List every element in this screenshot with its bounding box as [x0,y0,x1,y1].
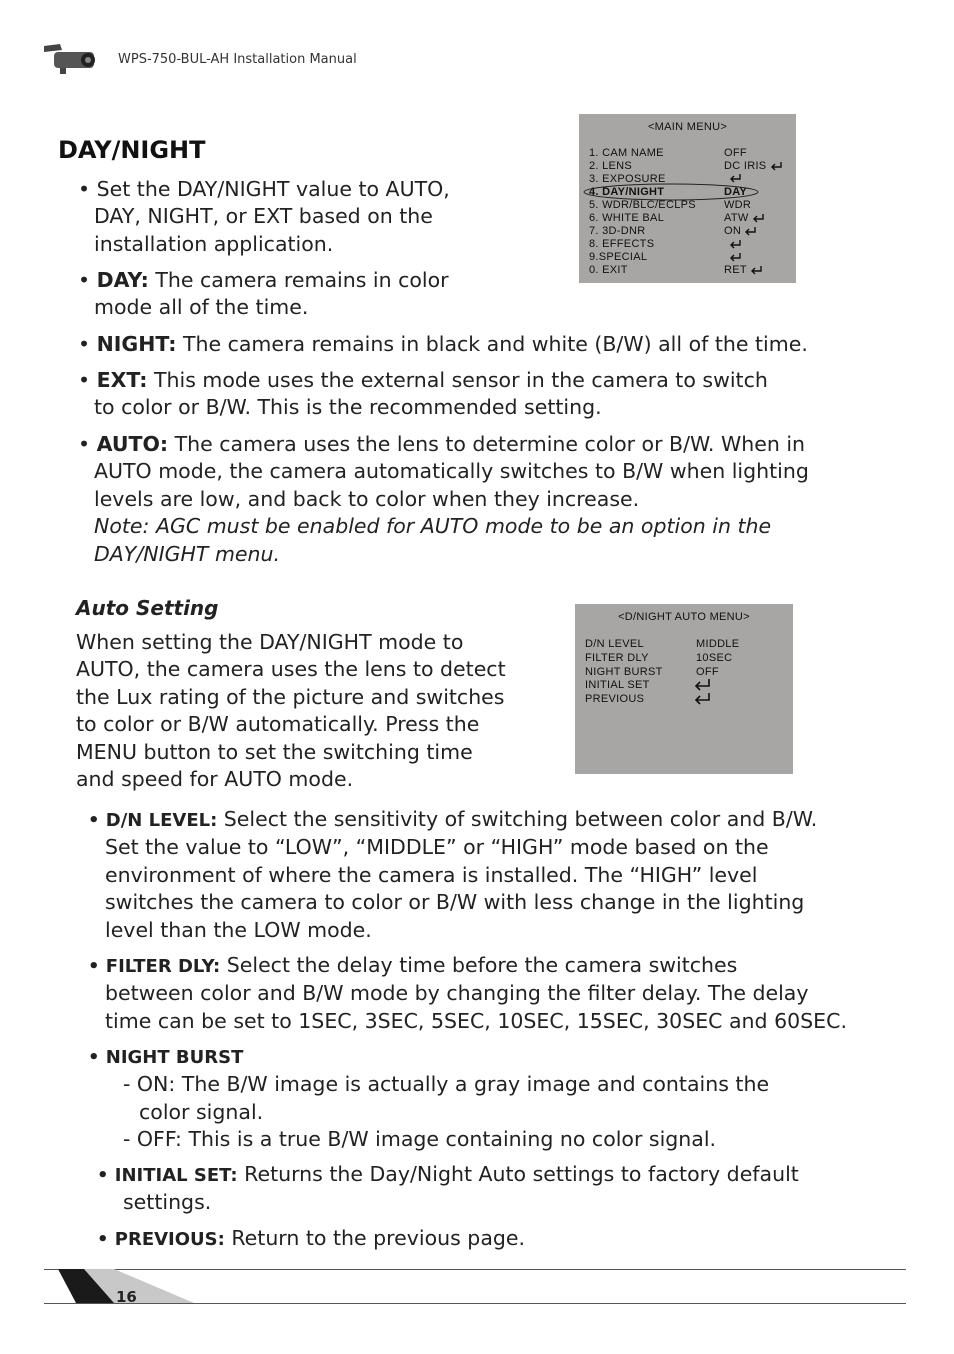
menu-row-value: ATW [724,212,749,224]
ext-label: EXT: [96,368,148,392]
auto-bullet: • AUTO: The camera uses the lens to determine color or B/W. When in AUTO mode, the camera automatically switches to B/W when lighting levels are low, and back to color when they increase. Note: AGC must be enabled for AUTO mode to be an option in the DAY/NIGHT menu. [78,431,809,568]
enter-arrow-icon [744,226,758,236]
menu-row-label: 0. EXIT [589,264,628,276]
dn-menu-title: <D/NIGHT AUTO MENU> [618,611,750,623]
initial-set-label: • INITIAL SET: [97,1165,238,1186]
menu-row-label: 7. 3D-DNR [589,225,646,237]
ext-text: This mode uses the external sensor in the camera to switch [147,368,768,392]
previous-label: • PREVIOUS: [97,1229,225,1250]
ext-bullet: • EXT: This mode uses the external sensor in the camera to switch to color or B/W. This is the recommended setting. [78,367,768,422]
auto-setting-line: AUTO, the camera uses the lens to detect [76,657,506,682]
auto-note: Note: AGC must be enabled for AUTO mode to be an option in the [94,514,772,539]
auto-text: The camera uses the lens to determine color or B/W. When in [168,432,806,456]
initial-set-bullet [97,1161,799,1217]
menu-row-label: 3. EXPOSURE [589,173,666,185]
menu-row-label: 5. WDR/BLC/ECLPS [589,199,696,211]
filter-dly-bullet [88,952,847,1035]
menu-row-label: 6. WHITE BAL [589,212,665,224]
menu-row-label: D/N LEVEL [585,638,644,650]
menu-row-label: NIGHT BURST [585,666,663,678]
menu-row-value: MIDDLE [696,638,740,650]
menu-row-value: WDR [724,199,752,211]
intro-line: • Set the DAY/NIGHT value to AUTO, [78,177,450,201]
night-label: NIGHT: [96,332,177,356]
menu-row-label: 9.SPECIAL [589,251,648,263]
auto-setting-line: to color or B/W automatically. Press the [76,712,480,737]
dn-level-label: • D/N LEVEL: [88,810,218,831]
page-title: DAY/NIGHT [58,136,206,164]
night-burst-on: color signal. [139,1099,264,1124]
intro-line: installation application. [94,231,334,256]
filter-dly-label: • FILTER DLY: [88,956,221,977]
initial-set-text: Returns the Day/Night Auto settings to factory default [237,1162,799,1186]
dn-level-text: environment of where the camera is installed. The “HIGH” level [105,862,758,887]
auto-setting-line: MENU button to set the switching time [76,739,473,764]
dn-auto-menu-screen [575,604,793,774]
enter-arrow-icon [752,213,766,223]
auto-note: DAY/NIGHT menu. [94,541,281,566]
night-bullet: • NIGHT: The camera remains in black and white (B/W) all of the time. [78,332,808,356]
auto-text: levels are low, and back to color when they increase. [94,486,640,511]
filter-dly-text: between color and B/W mode by changing the filter delay. The delay [105,981,809,1006]
dn-level-text: Set the value to “LOW”, “MIDDLE” or “HIGH” mode based on the [105,835,769,860]
header-title: WPS-750-BUL-AH Installation Manual [118,52,357,67]
main-menu-title: <MAIN MENU> [647,121,728,133]
day-label: DAY: [96,268,149,292]
dn-level-text: level than the LOW mode. [105,917,372,942]
auto-setting-heading: Auto Setting [76,596,219,620]
auto-setting-text [76,629,506,793]
menu-row-value: OFF [724,147,747,159]
day-text: The camera remains in color [148,268,449,292]
menu-row-label: INITIAL SET [585,679,650,691]
intro-bullet [78,176,450,258]
auto-setting-line: When setting the DAY/NIGHT mode to [76,630,464,654]
night-burst-off: - OFF: This is a true B/W image containing no color signal. [123,1127,717,1152]
menu-row-label-selected: 4. DAY/NIGHT [589,186,665,198]
enter-arrow-icon [770,161,784,171]
enter-arrow-icon [693,692,713,706]
dn-level-text: Select the sensitivity of switching between color and B/W. [217,807,818,831]
menu-row-value: RET [724,264,747,276]
enter-arrow-icon [729,252,743,262]
night-burst-on: - ON: The B/W image is actually a gray image and contains the [123,1072,770,1097]
night-burst-label: • NIGHT BURST [88,1047,244,1068]
previous-text: Return to the previous page. [224,1226,526,1250]
dn-level-text: switches the camera to color or B/W with less change in the lighting [105,890,805,915]
camera-logo-icon [40,40,100,76]
filter-dly-text: Select the delay time before the camera switches [220,953,738,977]
night-text: The camera remains in black and white (B/W) all of the time. [176,332,808,356]
menu-row-label: PREVIOUS [585,693,645,705]
enter-arrow-icon [729,239,743,249]
intro-line: DAY, NIGHT, or EXT based on the [94,204,433,229]
dn-level-bullet [88,806,817,944]
page-number: 16 [116,1288,137,1306]
menu-row-value: DAY [724,186,748,198]
auto-label: AUTO: [96,432,169,456]
menu-row-value: OFF [696,666,719,678]
menu-row-value: 10SEC [696,652,733,664]
auto-text: AUTO mode, the camera automatically switches to B/W when lighting [94,459,809,484]
enter-arrow-icon [750,265,764,275]
day-bullet: • DAY: The camera remains in color mode all of the time. [78,267,449,322]
menu-row-label: 8. EFFECTS [589,238,655,250]
auto-setting-line: and speed for AUTO mode. [76,767,354,792]
night-burst-bullet [88,1043,769,1154]
menu-row-value: ON [724,225,742,237]
auto-setting-line: the Lux rating of the picture and switches [76,684,505,709]
enter-arrow-icon [693,678,713,692]
day-text: mode all of the time. [94,295,309,320]
filter-dly-text: time can be set to 1SEC, 3SEC, 5SEC, 10SEC, 15SEC, 30SEC and 60SEC. [105,1008,847,1033]
menu-row-label: FILTER DLY [585,652,649,664]
initial-set-text: settings. [123,1190,212,1215]
main-menu-screen [579,114,796,283]
ext-text: to color or B/W. This is the recommended setting. [94,395,602,420]
menu-row-label: 2. LENS [589,160,633,172]
menu-row-label: 1. CAM NAME [589,147,664,159]
previous-bullet [97,1225,525,1253]
menu-row-value: DC IRIS [724,160,767,172]
